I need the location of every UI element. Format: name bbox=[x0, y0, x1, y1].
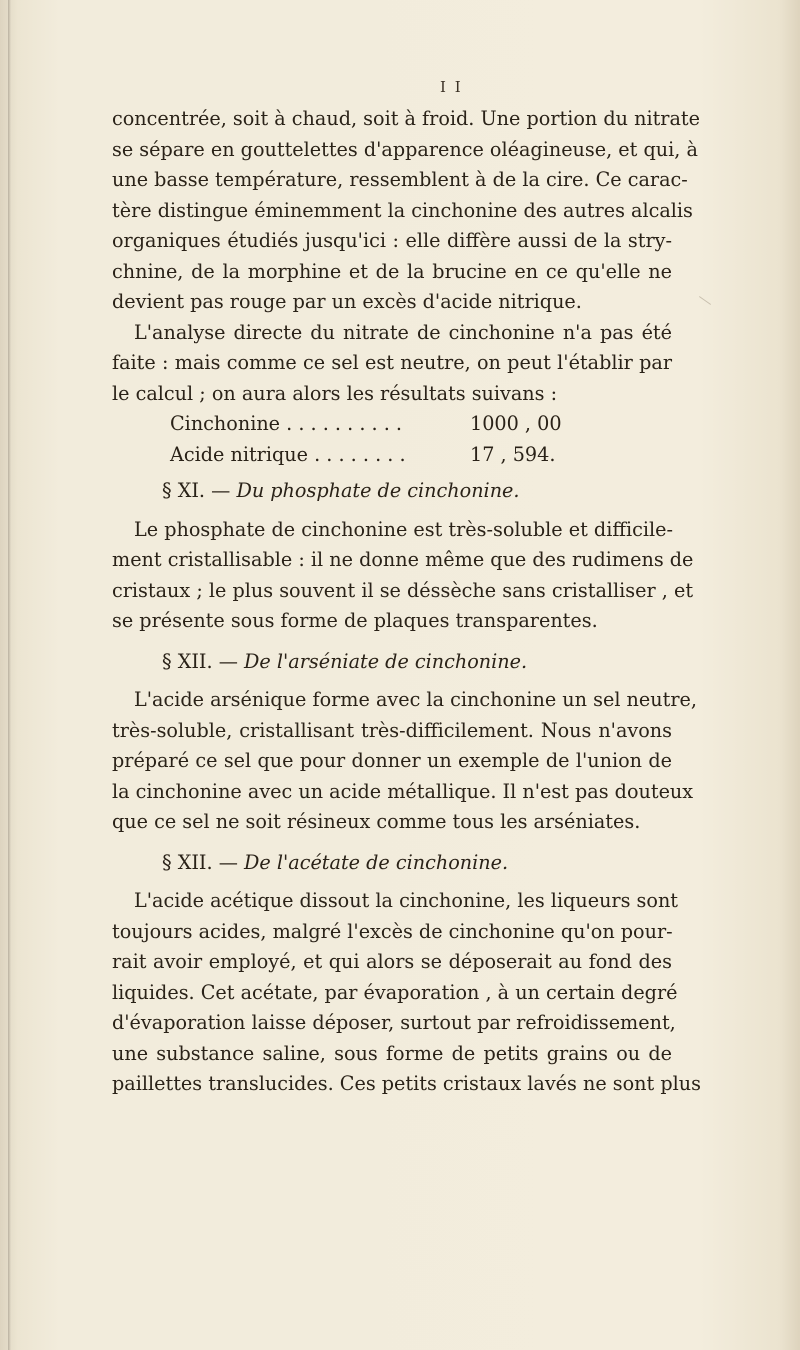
text-line: se présente sous forme de plaques transparentes. bbox=[112, 609, 598, 632]
page-number: I I bbox=[440, 78, 463, 96]
text-line: chnine, de la morphine et de la brucine en ce qu'elle ne bbox=[112, 259, 672, 283]
text-line: se sépare en gouttelettes d'apparence oléagineuse, et qui, à bbox=[112, 137, 698, 161]
text-line: la cinchonine avec un acide métallique. Il n'est pas douteux bbox=[112, 779, 694, 803]
text-line: une substance saline, sous forme de petits grains ou de bbox=[112, 1041, 672, 1065]
text-line: faite : mais comme ce sel est neutre, on peut l'établir par bbox=[112, 351, 672, 374]
text-line: très-soluble, cristallisant très-difficilement. Nous n'avons bbox=[112, 718, 672, 742]
body-text bbox=[112, 104, 701, 1100]
text-line: que ce sel ne soit résineux comme tous les arséniates. bbox=[112, 810, 641, 833]
section-heading bbox=[112, 647, 672, 678]
text-line: organiques étudiés jusqu'ici : elle diffère aussi de la stry- bbox=[112, 229, 672, 252]
text-line: toujours acides, malgré l'excès de cinchonine qu'on pour- bbox=[112, 919, 673, 943]
text-line: cristaux ; le plus souvent il se déssèche sans cristalliser , et bbox=[112, 578, 694, 602]
composition-label: Cinchonine . . . . . . . . . . bbox=[170, 412, 403, 435]
section-heading bbox=[112, 476, 672, 507]
section-number: § XII. — bbox=[162, 850, 238, 874]
composition-row bbox=[112, 440, 672, 471]
paper-mark bbox=[699, 296, 711, 305]
text-line: tère distingue éminemment la cinchonine des autres alcalis bbox=[112, 198, 693, 222]
composition-label: Acide nitrique . . . . . . . . bbox=[170, 442, 406, 466]
page-gutter-shadow bbox=[8, 0, 11, 1350]
text-line: concentrée, soit à chaud, soit à froid. Une portion du nitrate bbox=[112, 107, 700, 130]
text-line: préparé ce sel que pour donner un exemple de l'union de bbox=[112, 749, 672, 772]
composition-value: 17 , 594. bbox=[470, 442, 556, 466]
section-number: § XII. — bbox=[162, 649, 238, 673]
text-line: le calcul ; on aura alors les résultats suivans : bbox=[112, 381, 558, 405]
text-line: liquides. Cet acétate, par évaporation , à un certain degré bbox=[112, 980, 678, 1004]
text-line: L'acide acétique dissout la cinchonine, les liqueurs sont bbox=[134, 889, 679, 912]
text-line: rait avoir employé, et qui alors se déposerait au fond des bbox=[112, 950, 672, 973]
text-line: L'acide arsénique forme avec la cinchonine un sel neutre, bbox=[134, 688, 697, 711]
text-line: d'évaporation laisse déposer, surtout par refroidissement, bbox=[112, 1011, 676, 1034]
composition-row bbox=[112, 409, 672, 440]
section-number: § XI. — bbox=[162, 479, 231, 502]
text-line: Le phosphate de cinchonine est très-soluble et difficile- bbox=[134, 517, 673, 541]
section-title: De l'arséniate de cinchonine. bbox=[244, 649, 528, 673]
text-line: paillettes translucides. Ces petits cristaux lavés ne sont plus bbox=[112, 1072, 701, 1095]
text-line: ment cristallisable : il ne donne même que des rudimens de bbox=[112, 548, 694, 571]
text-line: devient pas rouge par un excès d'acide nitrique. bbox=[112, 290, 582, 313]
text-line: L'analyse directe du nitrate de cinchonine n'a pas été bbox=[134, 320, 672, 344]
composition-value: 1000 , 00 bbox=[470, 412, 562, 435]
section-title: Du phosphate de cinchonine. bbox=[236, 479, 520, 502]
text-line: une basse température, ressemblent à de la cire. Ce carac- bbox=[112, 168, 688, 191]
section-title: De l'acétate de cinchonine. bbox=[244, 850, 509, 874]
section-heading bbox=[112, 848, 672, 879]
